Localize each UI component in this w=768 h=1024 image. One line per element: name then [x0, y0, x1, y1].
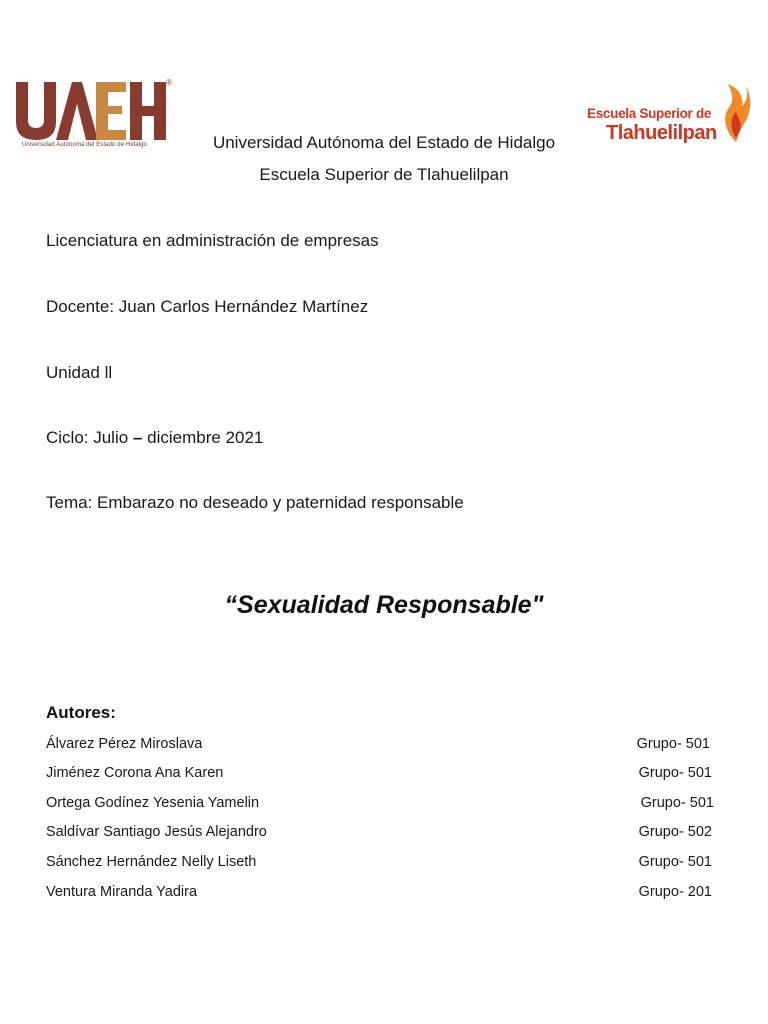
- university-name: Universidad Autónoma del Estado de Hidalgo: [212, 133, 556, 152]
- authors-heading: Autores:: [46, 703, 116, 722]
- uaeh-logo-caption: Universidad Autónoma del Estado de Hidalgo: [22, 142, 147, 148]
- teacher-line: Docente: Juan Carlos Hernández Martínez: [46, 297, 369, 316]
- registered-mark: ®: [166, 78, 172, 87]
- author-row: [46, 736, 712, 756]
- author-row: [46, 854, 712, 874]
- escuela-logo-line2: Tlahuelilpan: [606, 122, 717, 144]
- author-name: Sánchez Hernández Nelly Liseth: [46, 854, 257, 870]
- degree-line: Licenciatura en administración de empresas: [46, 231, 379, 250]
- author-group: Grupo- 501: [638, 854, 712, 870]
- author-row: [46, 765, 712, 785]
- school-name: Escuela Superior de Tlahuelilpan: [259, 165, 509, 184]
- author-group: Grupo- 502: [638, 824, 712, 840]
- cycle-suffix: diciembre 2021: [142, 428, 264, 447]
- cycle-dash: –: [132, 428, 143, 447]
- author-group: Grupo- 501: [640, 795, 714, 811]
- author-name: Ventura Miranda Yadira: [46, 884, 198, 900]
- author-row: [46, 824, 712, 844]
- cycle-line: [46, 428, 263, 448]
- author-group: Grupo- 501: [638, 765, 712, 781]
- author-name: Álvarez Pérez Miroslava: [46, 736, 203, 752]
- document-title: “Sexualidad Responsable": [224, 591, 544, 619]
- author-group: Grupo- 501: [636, 736, 710, 752]
- escuela-logo-line1: Escuela Superior de: [587, 106, 712, 121]
- unit-line: Unidad ll: [46, 363, 113, 382]
- author-group: Grupo- 201: [638, 884, 712, 900]
- author-name: Jiménez Corona Ana Karen: [46, 765, 224, 781]
- author-name: Ortega Godínez Yesenia Yamelin: [46, 795, 260, 811]
- author-row: [46, 795, 712, 815]
- cycle-prefix: Ciclo: Julio: [46, 428, 133, 447]
- author-row: [46, 884, 712, 904]
- topic-line: Tema: Embarazo no deseado y paternidad responsable: [46, 493, 464, 512]
- author-name: Saldívar Santiago Jesús Alejandro: [46, 824, 267, 840]
